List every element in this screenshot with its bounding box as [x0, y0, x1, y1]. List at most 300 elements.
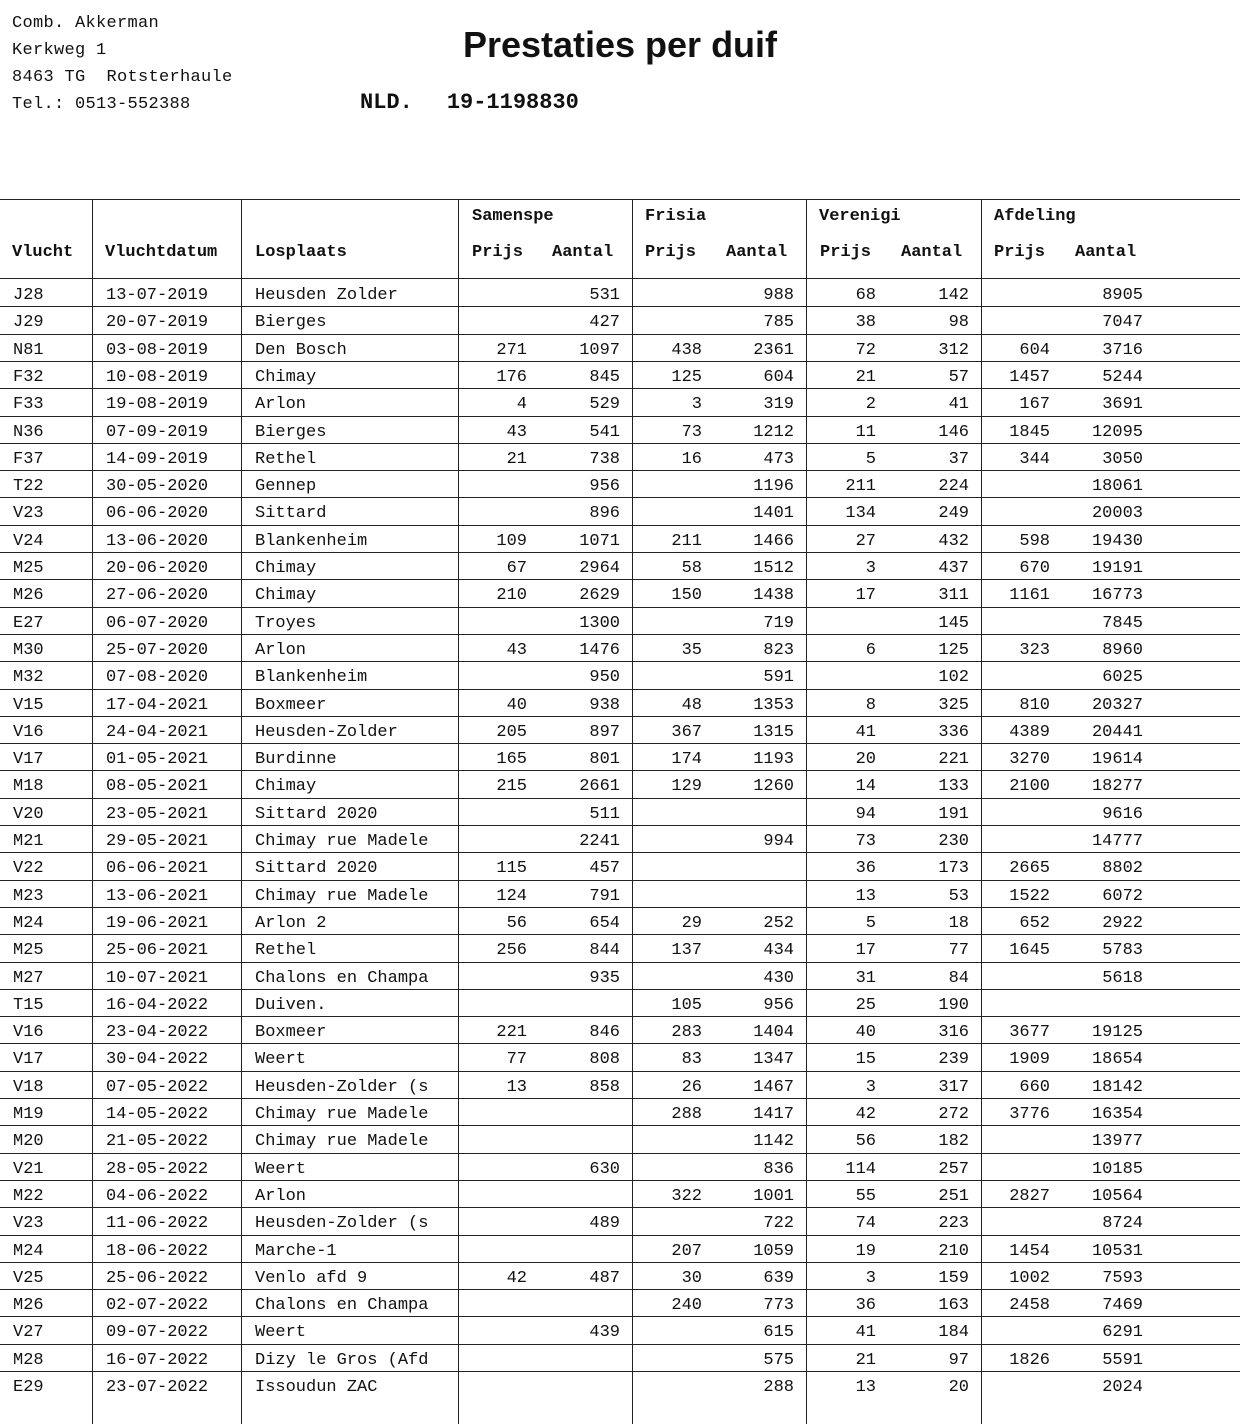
cell-vlucht: E27: [13, 613, 44, 633]
table-row: [0, 282, 1240, 309]
cell-losplaats: Sittard 2020: [255, 804, 378, 824]
cell-vereniging-prijs: 211: [845, 477, 876, 497]
cell-vluchtdatum: 14-05-2022: [106, 1105, 209, 1124]
cell-vlucht: V20: [13, 804, 44, 824]
cell-samenspel-aantal: 630: [589, 1159, 620, 1179]
cell-samenspel-prijs: 43: [506, 640, 527, 660]
cell-frisia-aantal: 434: [763, 941, 794, 961]
cell-frisia-aantal: 1404: [753, 1023, 794, 1043]
cell-vereniging-aantal: 146: [938, 422, 969, 442]
cell-samenspel-aantal: 938: [589, 695, 620, 715]
cell-afdeling-prijs: 3776: [1009, 1105, 1050, 1124]
cell-vluchtdatum: 29-05-2021: [106, 832, 209, 851]
cell-frisia-aantal: 615: [763, 1323, 794, 1343]
cell-vereniging-aantal: 182: [938, 1132, 969, 1152]
cell-vluchtdatum: 10-07-2021: [106, 968, 209, 988]
table-row: [0, 1074, 1240, 1101]
cell-afdeling-prijs: 1909: [1009, 1050, 1050, 1070]
cell-vlucht: M26: [13, 1296, 44, 1316]
cell-samenspel-aantal: 489: [589, 1214, 620, 1234]
cell-samenspel-prijs: 4: [516, 395, 527, 415]
cell-afdeling-aantal: 18277: [1091, 777, 1143, 797]
cell-afdeling-aantal: 7469: [1102, 1296, 1143, 1316]
table-row: [0, 1046, 1240, 1073]
cell-samenspel-prijs: 176: [496, 367, 527, 387]
cell-samenspel-aantal: 738: [589, 449, 620, 469]
cell-vereniging-aantal: 311: [938, 586, 969, 606]
col-header-vlucht: Vlucht: [12, 243, 74, 262]
table-row: [0, 1019, 1240, 1046]
cell-frisia-prijs: 16: [681, 449, 702, 469]
cell-vereniging-prijs: 8: [865, 695, 876, 715]
cell-vereniging-aantal: 142: [938, 286, 969, 305]
cell-afdeling-aantal: 8724: [1102, 1214, 1143, 1234]
cell-samenspel-prijs: 115: [496, 859, 527, 879]
cell-afdeling-aantal: 9616: [1102, 804, 1143, 824]
cell-frisia-aantal: 473: [763, 449, 794, 469]
cell-samenspel-aantal: 2964: [579, 559, 620, 578]
row-divider: [0, 1016, 1240, 1017]
cell-losplaats: Marche-1: [255, 1241, 337, 1261]
cell-vluchtdatum: 27-06-2020: [106, 586, 209, 606]
cell-vluchtdatum: 16-04-2022: [106, 995, 209, 1015]
cell-frisia-aantal: 988: [763, 286, 794, 305]
cell-vlucht: F33: [13, 395, 44, 415]
row-divider: [0, 579, 1240, 580]
cell-vereniging-prijs: 5: [865, 449, 876, 469]
row-divider: [0, 689, 1240, 690]
cell-vereniging-aantal: 184: [938, 1323, 969, 1343]
col-header-aantal: Aantal: [552, 243, 614, 262]
cell-vereniging-aantal: 317: [938, 1077, 969, 1097]
cell-vluchtdatum: 13-06-2021: [106, 886, 209, 906]
row-divider: [0, 798, 1240, 799]
table-row: [0, 637, 1240, 664]
cell-samenspel-aantal: 439: [589, 1323, 620, 1343]
cell-afdeling-aantal: 19614: [1091, 750, 1143, 770]
cell-vluchtdatum: 06-06-2020: [106, 504, 209, 524]
cell-samenspel-aantal: 529: [589, 395, 620, 415]
cell-vluchtdatum: 23-07-2022: [106, 1378, 209, 1397]
table-row: [0, 1265, 1240, 1292]
cell-afdeling-aantal: 6072: [1102, 886, 1143, 906]
cell-samenspel-prijs: 271: [496, 340, 527, 360]
cell-vereniging-aantal: 190: [938, 995, 969, 1015]
cell-vluchtdatum: 06-06-2021: [106, 859, 209, 879]
cell-vereniging-aantal: 145: [938, 613, 969, 633]
col-header-prijs: Prijs: [994, 243, 1046, 262]
cell-samenspel-prijs: 56: [506, 913, 527, 933]
table-row: [0, 746, 1240, 773]
cell-frisia-prijs: 174: [671, 750, 702, 770]
cell-afdeling-prijs: 1161: [1009, 586, 1050, 606]
cell-vluchtdatum: 28-05-2022: [106, 1159, 209, 1179]
table-row: [0, 965, 1240, 992]
row-divider: [0, 1316, 1240, 1317]
table-row: [0, 582, 1240, 609]
cell-frisia-prijs: 73: [681, 422, 702, 442]
cell-afdeling-prijs: 1645: [1009, 941, 1050, 961]
cell-frisia-aantal: 604: [763, 367, 794, 387]
cell-vereniging-prijs: 20: [855, 750, 876, 770]
cell-vluchtdatum: 23-05-2021: [106, 804, 209, 824]
table-row: [0, 910, 1240, 937]
cell-vluchtdatum: 30-05-2020: [106, 477, 209, 497]
cell-vereniging-prijs: 17: [855, 941, 876, 961]
row-divider: [0, 825, 1240, 826]
row-divider: [0, 962, 1240, 963]
cell-frisia-prijs: 150: [671, 586, 702, 606]
cell-losplaats: Blankenheim: [255, 531, 368, 551]
cell-vereniging-aantal: 224: [938, 477, 969, 497]
cell-losplaats: Chimay rue Madele: [255, 832, 429, 851]
cell-frisia-aantal: 1196: [753, 477, 794, 497]
cell-vlucht: M32: [13, 668, 44, 688]
cell-frisia-aantal: 1260: [753, 777, 794, 797]
cell-vereniging-prijs: 40: [855, 1023, 876, 1043]
cell-afdeling-aantal: 19125: [1091, 1023, 1143, 1043]
cell-frisia-prijs: 240: [671, 1296, 702, 1316]
cell-vlucht: J28: [13, 286, 44, 305]
col-header-losplaats: Losplaats: [255, 243, 347, 262]
cell-frisia-aantal: 1347: [753, 1050, 794, 1070]
cell-frisia-aantal: 1315: [753, 722, 794, 742]
cell-vluchtdatum: 02-07-2022: [106, 1296, 209, 1316]
cell-vereniging-prijs: 13: [855, 886, 876, 906]
cell-vereniging-aantal: 210: [938, 1241, 969, 1261]
row-divider: [0, 552, 1240, 553]
cell-vereniging-prijs: 19: [855, 1241, 876, 1261]
cell-frisia-aantal: 1438: [753, 586, 794, 606]
cell-afdeling-aantal: 19430: [1091, 531, 1143, 551]
cell-vlucht: M23: [13, 886, 44, 906]
group-header-afdeling: Afdeling: [994, 207, 1076, 226]
cell-vluchtdatum: 16-07-2022: [106, 1350, 209, 1370]
cell-vereniging-aantal: 77: [948, 941, 969, 961]
cell-frisia-aantal: 1193: [753, 750, 794, 770]
cell-vlucht: M25: [13, 941, 44, 961]
cell-samenspel-aantal: 654: [589, 913, 620, 933]
cell-losplaats: Chimay: [255, 367, 317, 387]
cell-samenspel-aantal: 791: [589, 886, 620, 906]
cell-vluchtdatum: 19-08-2019: [106, 395, 209, 415]
cell-frisia-aantal: 836: [763, 1159, 794, 1179]
cell-vlucht: M19: [13, 1105, 44, 1124]
cell-losplaats: Chimay rue Madele: [255, 886, 429, 906]
row-divider: [0, 607, 1240, 608]
table-row: [0, 555, 1240, 582]
cell-vereniging-aantal: 312: [938, 340, 969, 360]
cell-samenspel-prijs: 77: [506, 1050, 527, 1070]
cell-frisia-prijs: 35: [681, 640, 702, 660]
cell-frisia-aantal: 2361: [753, 340, 794, 360]
table-row: [0, 610, 1240, 637]
cell-losplaats: Arlon: [255, 640, 307, 660]
cell-samenspel-prijs: 43: [506, 422, 527, 442]
table-row: [0, 828, 1240, 855]
ring-country: NLD.: [360, 90, 413, 115]
cell-vlucht: E29: [13, 1378, 44, 1397]
cell-vlucht: M30: [13, 640, 44, 660]
cell-vereniging-prijs: 55: [855, 1186, 876, 1206]
table-row: [0, 500, 1240, 527]
cell-samenspel-aantal: 457: [589, 859, 620, 879]
cell-afdeling-aantal: 20441: [1091, 722, 1143, 742]
table-row: [0, 855, 1240, 882]
cell-vlucht: V18: [13, 1077, 44, 1097]
cell-vluchtdatum: 07-05-2022: [106, 1077, 209, 1097]
cell-samenspel-prijs: 165: [496, 750, 527, 770]
cell-afdeling-prijs: 2100: [1009, 777, 1050, 797]
cell-frisia-aantal: 1353: [753, 695, 794, 715]
cell-afdeling-prijs: 660: [1019, 1077, 1050, 1097]
cell-vereniging-aantal: 257: [938, 1159, 969, 1179]
cell-afdeling-aantal: 18654: [1091, 1050, 1143, 1070]
table-row: [0, 337, 1240, 364]
cell-vlucht: T15: [13, 995, 44, 1015]
cell-vluchtdatum: 25-07-2020: [106, 640, 209, 660]
cell-frisia-prijs: 207: [671, 1241, 702, 1261]
cell-vereniging-aantal: 98: [948, 313, 969, 333]
cell-vluchtdatum: 11-06-2022: [106, 1214, 209, 1234]
cell-afdeling-aantal: 5618: [1102, 968, 1143, 988]
cell-afdeling-aantal: 13977: [1091, 1132, 1143, 1152]
row-divider: [0, 989, 1240, 990]
cell-frisia-aantal: 252: [763, 913, 794, 933]
cell-vereniging-aantal: 249: [938, 504, 969, 524]
cell-samenspel-prijs: 109: [496, 531, 527, 551]
cell-samenspel-prijs: 40: [506, 695, 527, 715]
cell-vereniging-aantal: 223: [938, 1214, 969, 1234]
address-street: Kerkweg 1: [12, 41, 107, 60]
table-row: [0, 528, 1240, 555]
address-name: Comb. Akkerman: [12, 14, 160, 33]
cell-vluchtdatum: 25-06-2021: [106, 941, 209, 961]
cell-vluchtdatum: 09-07-2022: [106, 1323, 209, 1343]
cell-afdeling-prijs: 3270: [1009, 750, 1050, 770]
cell-vlucht: N36: [13, 422, 44, 442]
col-header-vluchtdatum: Vluchtdatum: [105, 243, 218, 262]
cell-vlucht: J29: [13, 313, 44, 333]
cell-losplaats: Heusden-Zolder (s: [255, 1077, 429, 1097]
cell-frisia-aantal: 1001: [753, 1186, 794, 1206]
cell-losplaats: Blankenheim: [255, 668, 368, 688]
cell-afdeling-aantal: 18061: [1091, 477, 1143, 497]
cell-afdeling-prijs: 3677: [1009, 1023, 1050, 1043]
cell-frisia-aantal: 956: [763, 995, 794, 1015]
cell-afdeling-prijs: 2665: [1009, 859, 1050, 879]
table-row: [0, 309, 1240, 336]
row-divider: [0, 1207, 1240, 1208]
row-divider: [0, 1371, 1240, 1372]
cell-vluchtdatum: 24-04-2021: [106, 722, 209, 742]
cell-frisia-prijs: 29: [681, 913, 702, 933]
cell-frisia-aantal: 639: [763, 1268, 794, 1288]
cell-afdeling-aantal: 8802: [1102, 859, 1143, 879]
cell-afdeling-aantal: 5591: [1102, 1350, 1143, 1370]
cell-losplaats: Heusden-Zolder (s: [255, 1214, 429, 1234]
col-header-prijs: Prijs: [820, 243, 872, 262]
cell-afdeling-aantal: 19191: [1091, 559, 1143, 578]
cell-vereniging-aantal: 272: [938, 1105, 969, 1124]
group-header-vereniging: Verenigi: [819, 207, 901, 226]
cell-vereniging-prijs: 38: [855, 313, 876, 333]
cell-frisia-aantal: 1212: [753, 422, 794, 442]
cell-vereniging-aantal: 432: [938, 531, 969, 551]
table-row: [0, 419, 1240, 446]
cell-vluchtdatum: 20-07-2019: [106, 313, 209, 333]
row-divider: [0, 634, 1240, 635]
cell-vereniging-prijs: 41: [855, 1323, 876, 1343]
cell-vereniging-prijs: 74: [855, 1214, 876, 1234]
cell-afdeling-prijs: 4389: [1009, 722, 1050, 742]
cell-vereniging-aantal: 251: [938, 1186, 969, 1206]
table-row: [0, 1292, 1240, 1319]
cell-afdeling-aantal: 5783: [1102, 941, 1143, 961]
cell-samenspel-aantal: 897: [589, 722, 620, 742]
cell-samenspel-aantal: 858: [589, 1077, 620, 1097]
cell-frisia-prijs: 129: [671, 777, 702, 797]
cell-afdeling-aantal: 3050: [1102, 449, 1143, 469]
cell-vlucht: M24: [13, 1241, 44, 1261]
table-row: [0, 1238, 1240, 1265]
cell-vereniging-prijs: 68: [855, 286, 876, 305]
cell-samenspel-aantal: 1476: [579, 640, 620, 660]
cell-vlucht: M27: [13, 968, 44, 988]
cell-frisia-prijs: 58: [681, 559, 702, 578]
cell-vluchtdatum: 10-08-2019: [106, 367, 209, 387]
cell-frisia-aantal: 719: [763, 613, 794, 633]
cell-vereniging-prijs: 134: [845, 504, 876, 524]
cell-frisia-aantal: 1467: [753, 1077, 794, 1097]
cell-vereniging-aantal: 18: [948, 913, 969, 933]
table-row: [0, 1374, 1240, 1401]
cell-vlucht: V23: [13, 1214, 44, 1234]
cell-vereniging-prijs: 3: [865, 559, 876, 578]
cell-losplaats: Chalons en Champa: [255, 968, 429, 988]
cell-vlucht: M20: [13, 1132, 44, 1152]
cell-losplaats: Weert: [255, 1050, 307, 1070]
cell-afdeling-prijs: 1002: [1009, 1268, 1050, 1288]
cell-vereniging-prijs: 72: [855, 340, 876, 360]
cell-afdeling-prijs: 167: [1019, 395, 1050, 415]
cell-samenspel-aantal: 2241: [579, 832, 620, 851]
cell-samenspel-prijs: 215: [496, 777, 527, 797]
cell-losplaats: Issoudun ZAC: [255, 1378, 378, 1397]
cell-vlucht: N81: [13, 340, 44, 360]
table-row: [0, 692, 1240, 719]
cell-vereniging-aantal: 230: [938, 832, 969, 851]
table-row: [0, 937, 1240, 964]
cell-vlucht: V17: [13, 750, 44, 770]
cell-frisia-aantal: 319: [763, 395, 794, 415]
row-divider: [0, 934, 1240, 935]
row-divider: [0, 525, 1240, 526]
table-row: [0, 364, 1240, 391]
cell-samenspel-aantal: 1300: [579, 613, 620, 633]
cell-vluchtdatum: 08-05-2021: [106, 777, 209, 797]
cell-vereniging-prijs: 14: [855, 777, 876, 797]
cell-samenspel-prijs: 256: [496, 941, 527, 961]
cell-losplaats: Boxmeer: [255, 695, 327, 715]
cell-afdeling-aantal: 10185: [1091, 1159, 1143, 1179]
cell-samenspel-aantal: 487: [589, 1268, 620, 1288]
cell-frisia-prijs: 322: [671, 1186, 702, 1206]
group-header-samenspel: Samenspe: [472, 207, 554, 226]
cell-samenspel-prijs: 210: [496, 586, 527, 606]
cell-losplaats: Gennep: [255, 477, 317, 497]
cell-vereniging-prijs: 56: [855, 1132, 876, 1152]
row-divider: [0, 1153, 1240, 1154]
cell-samenspel-aantal: 956: [589, 477, 620, 497]
cell-vereniging-aantal: 163: [938, 1296, 969, 1316]
cell-frisia-prijs: 367: [671, 722, 702, 742]
cell-afdeling-prijs: 1454: [1009, 1241, 1050, 1261]
cell-losplaats: Sittard: [255, 504, 327, 524]
cell-frisia-aantal: 1142: [753, 1132, 794, 1152]
col-header-aantal: Aantal: [726, 243, 788, 262]
cell-frisia-aantal: 1466: [753, 531, 794, 551]
cell-losplaats: Bierges: [255, 313, 327, 333]
table-row: [0, 1128, 1240, 1155]
cell-vlucht: V24: [13, 531, 44, 551]
cell-frisia-prijs: 3: [691, 395, 702, 415]
cell-frisia-aantal: 1417: [753, 1105, 794, 1124]
row-divider: [0, 1043, 1240, 1044]
cell-vereniging-prijs: 42: [855, 1105, 876, 1124]
cell-afdeling-aantal: 16773: [1091, 586, 1143, 606]
cell-vlucht: M28: [13, 1350, 44, 1370]
cell-afdeling-prijs: 1522: [1009, 886, 1050, 906]
cell-vluchtdatum: 03-08-2019: [106, 340, 209, 360]
cell-vereniging-aantal: 57: [948, 367, 969, 387]
cell-frisia-aantal: 994: [763, 832, 794, 851]
row-divider: [0, 1125, 1240, 1126]
cell-vluchtdatum: 30-04-2022: [106, 1050, 209, 1070]
row-divider: [0, 443, 1240, 444]
cell-frisia-aantal: 785: [763, 313, 794, 333]
cell-losplaats: Troyes: [255, 613, 317, 633]
row-divider: [0, 880, 1240, 881]
row-divider: [0, 388, 1240, 389]
cell-afdeling-prijs: 1845: [1009, 422, 1050, 442]
cell-losplaats: Chimay: [255, 559, 317, 578]
cell-vereniging-aantal: 437: [938, 559, 969, 578]
cell-losplaats: Weert: [255, 1159, 307, 1179]
cell-frisia-aantal: 773: [763, 1296, 794, 1316]
cell-vereniging-aantal: 125: [938, 640, 969, 660]
table-row: [0, 446, 1240, 473]
cell-losplaats: Arlon: [255, 395, 307, 415]
cell-vlucht: M24: [13, 913, 44, 933]
row-divider: [0, 306, 1240, 307]
row-divider: [0, 770, 1240, 771]
cell-afdeling-aantal: 8960: [1102, 640, 1143, 660]
col-header-aantal: Aantal: [901, 243, 963, 262]
cell-vluchtdatum: 20-06-2020: [106, 559, 209, 578]
cell-vlucht: F37: [13, 449, 44, 469]
cell-losplaats: Burdinne: [255, 750, 337, 770]
cell-vereniging-prijs: 21: [855, 367, 876, 387]
row-divider: [0, 852, 1240, 853]
cell-vluchtdatum: 04-06-2022: [106, 1186, 209, 1206]
row-divider: [0, 1289, 1240, 1290]
cell-frisia-prijs: 83: [681, 1050, 702, 1070]
cell-samenspel-prijs: 67: [506, 559, 527, 578]
cell-afdeling-aantal: 10564: [1091, 1186, 1143, 1206]
cell-frisia-aantal: 288: [763, 1378, 794, 1397]
cell-frisia-prijs: 48: [681, 695, 702, 715]
